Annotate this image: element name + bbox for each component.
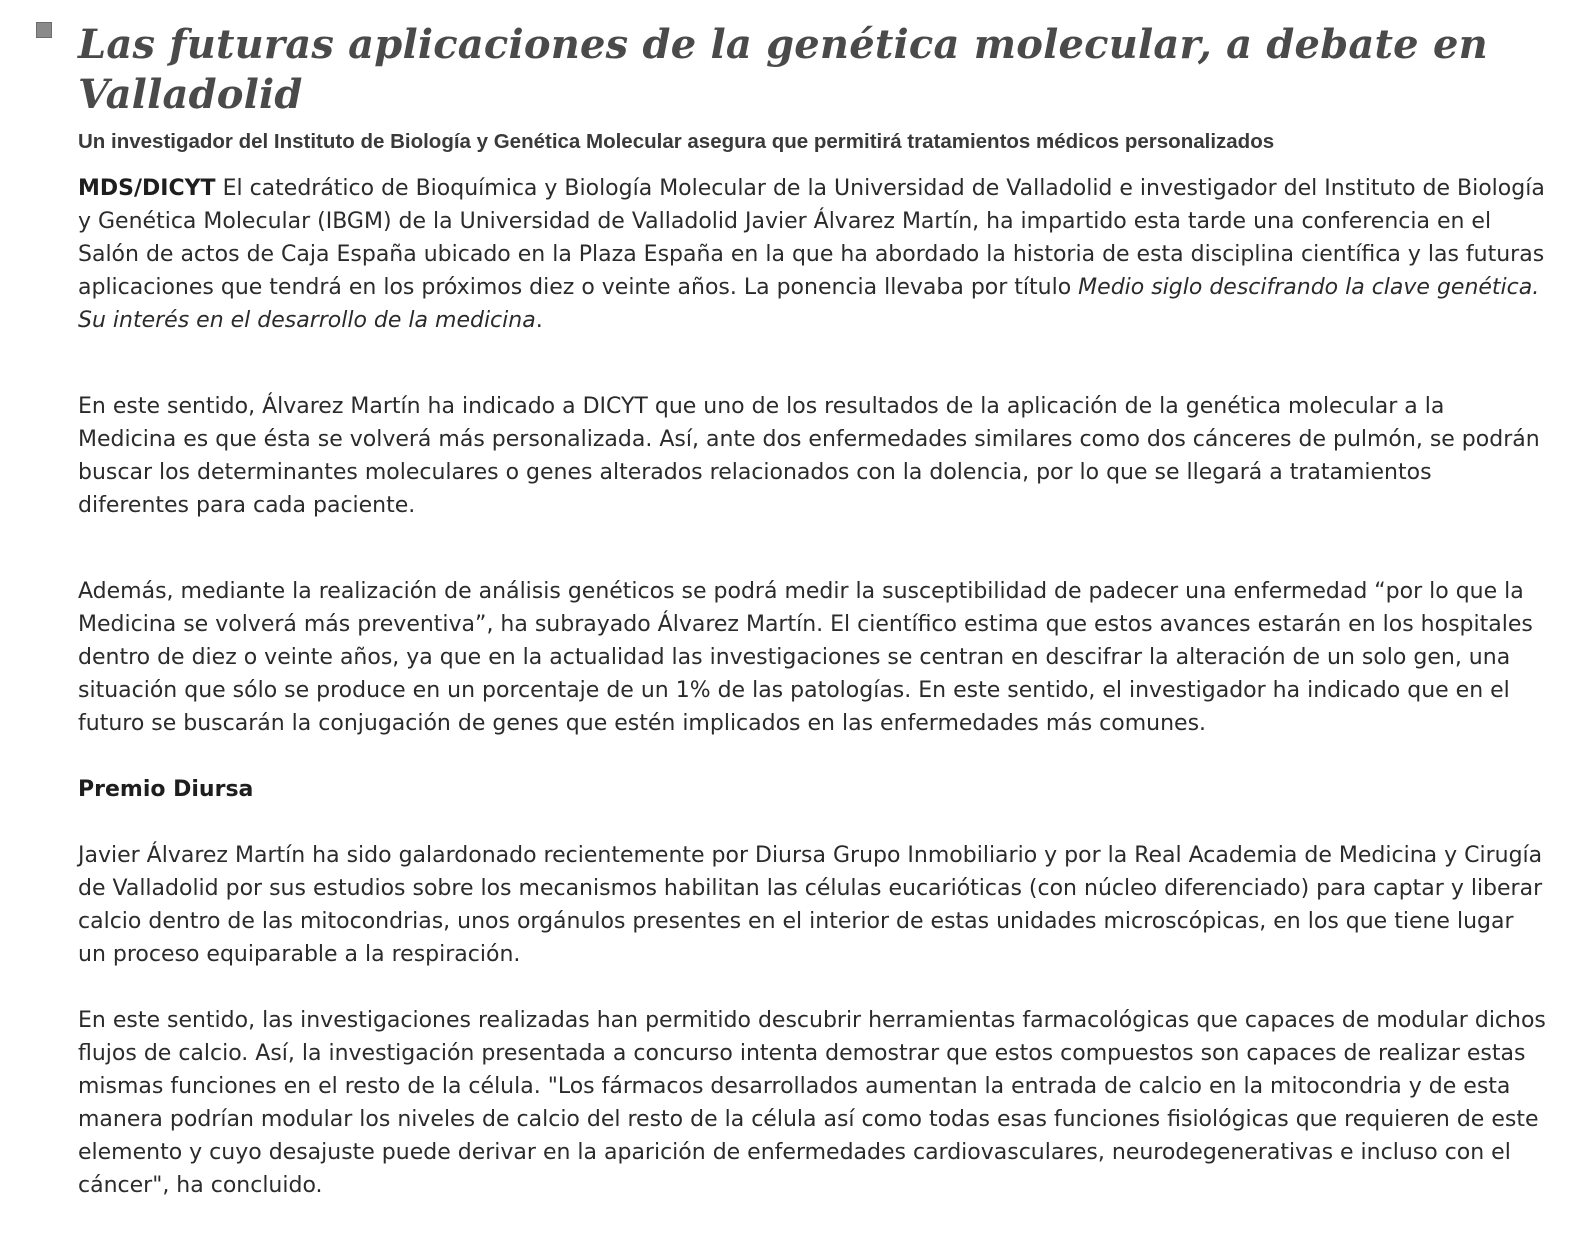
paragraph-spacer bbox=[78, 971, 1546, 1004]
lead-source: MDS/DICYT bbox=[78, 176, 216, 201]
paragraph-1-text: El catedrático de Bioquímica y Biología Molecular de la Universidad de Valladolid e investigador del Instituto de Biología y Genética Molecular (IBGM) de la Universidad de Valladolid Javier Álvarez Martín, ha impartido esta tarde una conferencia en el Salón de actos de Caja España ubicado en la Plaza España en la que ha abordado la historia de esta disciplina científica y las futuras aplicaciones que tendrá en los próximos diez o veinte años. La ponencia llevaba por título bbox=[78, 176, 1545, 300]
paragraph-1-end: . bbox=[535, 308, 543, 333]
article-paragraph-1 bbox=[78, 172, 1546, 337]
section-heading: Premio Diursa bbox=[78, 777, 254, 802]
square-bullet-icon bbox=[36, 22, 52, 38]
article-paragraph-5: En este sentido, las investigaciones realizadas han permitido descubrir herramientas farmacológicas que capaces de modular dichos flujos de calcio. Así, la investigación presentada a concurso intenta demostrar que estos compuestos son capaces de realizar estas mismas funciones en el resto de la célula. "Los fármacos desarrollados aumentan la entrada de calcio en la mitocondria y de esta manera podrían modular los niveles de calcio del resto de la célula así como todas esas funciones fisiológicas que requieren de este elemento y cuyo desajuste puede derivar en la aparición de enfermedades cardiovasculares, neurodegenerativas e incluso con el cáncer", ha concluido. bbox=[78, 1008, 1546, 1198]
article-title: Las futuras aplicaciones de la genética molecular, a debate en Valladolid bbox=[78, 21, 1488, 118]
article-subtitle: Un investigador del Instituto de Biología y Genética Molecular asegura que permitirá tratamientos médicos personalizados bbox=[78, 130, 1275, 153]
paragraph-spacer bbox=[78, 337, 1546, 390]
article-paragraph-3: Además, mediante la realización de análisis genéticos se podrá medir la susceptibilidad de padecer una enfermedad “por lo que la Medicina se volverá más preventiva”, ha subrayado Álvarez Martín. El científico estima que estos avances estarán en los hospitales dentro de diez o veinte años, ya que en la actualidad las investigaciones se centran en descifrar la alteración de un solo gen, una situación que sólo se produce en un porcentaje de un 1% de las patologías. En este sentido, el investigador ha indicado que en el futuro se buscarán la conjugación de genes que estén implicados en las enfermedades más comunes. bbox=[78, 579, 1533, 736]
paragraph-spacer bbox=[78, 522, 1546, 575]
paragraph-spacer bbox=[78, 740, 1546, 773]
lecture-title: Medio siglo descifrando la clave genética. Su interés en el desarrollo de la medicina bbox=[78, 275, 1540, 333]
paragraph-spacer bbox=[78, 806, 1546, 839]
article-body bbox=[78, 172, 1546, 1202]
article-paragraph-4: Javier Álvarez Martín ha sido galardonado recientemente por Diursa Grupo Inmobiliario y por la Real Academia de Medicina y Cirugía de Valladolid por sus estudios sobre los mecanismos habilitan las células eucarióticas (con núcleo diferenciado) para captar y liberar calcio dentro de las mitocondrias, unos orgánulos presentes en el interior de estas unidades microscópicas, en los que tiene lugar un proceso equiparable a la respiración. bbox=[78, 843, 1543, 967]
article-paragraph-2: En este sentido, Álvarez Martín ha indicado a DICYT que uno de los resultados de la aplicación de la genética molecular a la Medicina es que ésta se volverá más personalizada. Así, ante dos enfermedades similares como dos cánceres de pulmón, se podrán buscar los determinantes moleculares o genes alterados relacionados con la dolencia, por lo que se llegará a tratamientos diferentes para cada paciente. bbox=[78, 394, 1540, 518]
